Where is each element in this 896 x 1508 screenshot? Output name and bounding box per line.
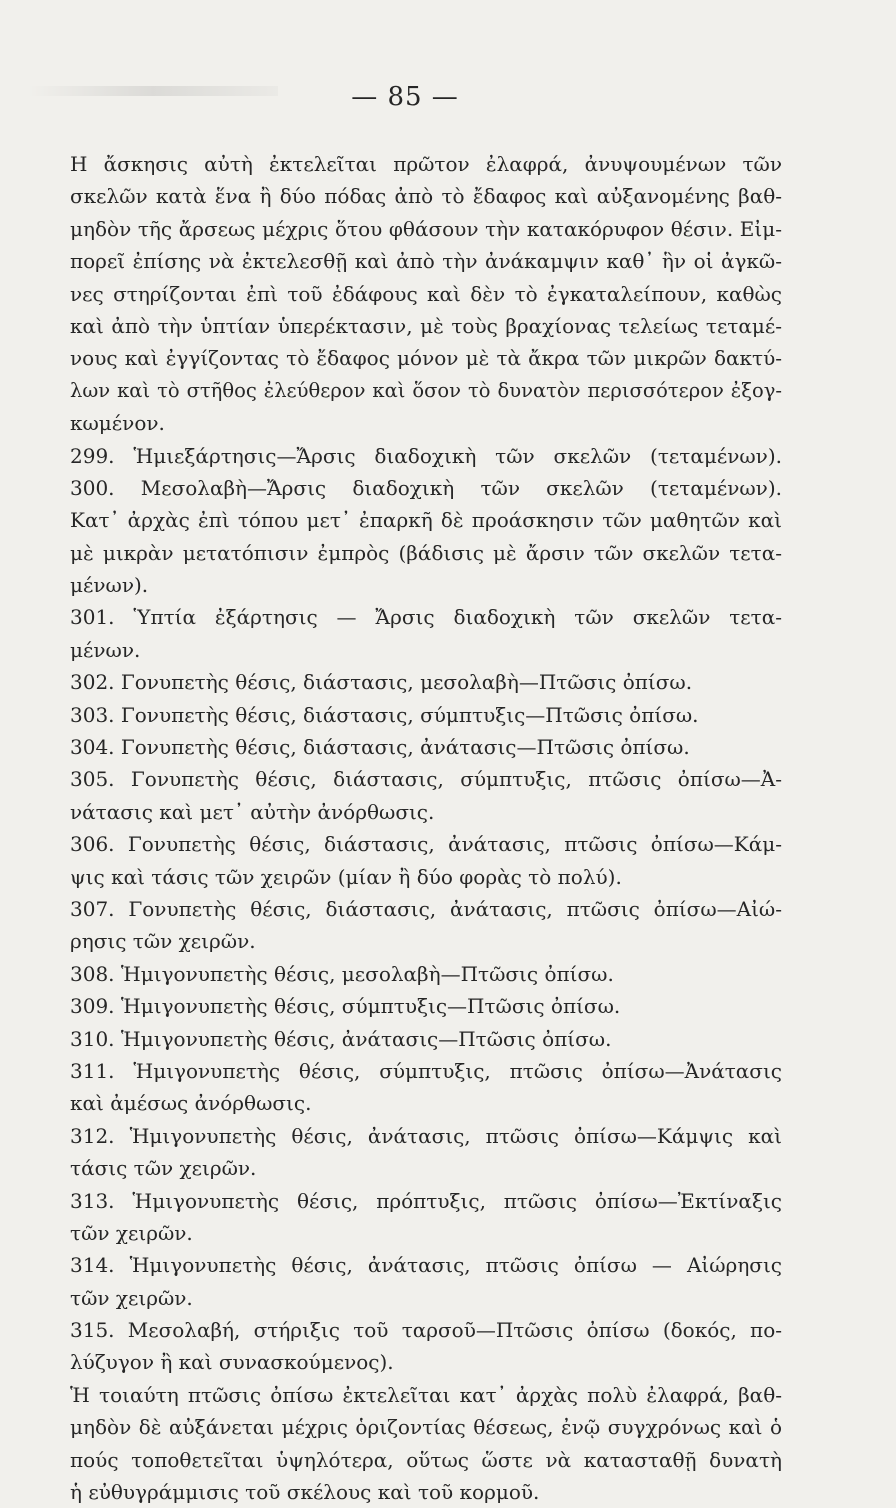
text-line: νάτασις καὶ μετ᾽ αὐτὴν ἀνόρθωσις. [70,799,435,824]
text-line: 314. Ἡμιγονυπετὴς θέσις, ἀνάτασις, πτῶσις ὀπίσω — Αἰώρησις [70,1253,782,1278]
page-number: — 85 — [351,82,459,112]
text-line: 307. Γονυπετὴς θέσις, διάστασις, ἀνάτασις, πτῶσις ὀπίσω—Αἰώ- [70,896,782,921]
text-line: καὶ ἀπὸ τὴν ὑπτίαν ὑπερέκτασιν, μὲ τοὺς βραχίονας τελείως τεταμέ- [70,313,782,338]
text-line: ψις καὶ τάσις τῶν χειρῶν (μίαν ἢ δύο φορὰς τὸ πολύ). [70,864,622,889]
text-line: 309. Ἡμιγονυπετὴς θέσις, σύμπτυξις—Πτῶσις ὀπίσω. [70,994,621,1019]
text-line: 308. Ἡμιγονυπετὴς θέσις, μεσολαβὴ—Πτῶσις ὀπίσω. [70,961,614,986]
text-line: μηδὸν τῆς ἄρσεως μέχρις ὅτου φθάσουν τὴν κατακόρυφον θέσιν. Εἰμ- [70,216,782,241]
text-line: καὶ ἀμέσως ἀνόρθωσις. [70,1091,312,1116]
text-line: 311. Ἡμιγονυπετὴς θέσις, σύμπτυξις, πτῶσις ὀπίσω—Ἀνάτασις [70,1058,782,1083]
text-line: 312. Ἡμιγονυπετὴς θέσις, ἀνάτασις, πτῶσις ὀπίσω—Κάμψις καὶ [70,1123,782,1148]
text-line: λύζυγον ἢ καὶ συνασκούμενος). [70,1350,394,1375]
text-line: Η ἄσκησις αὐτὴ ἐκτελεῖται πρῶτον ἐλαφρά, ἀνυψουμένων τῶν [70,152,782,176]
text-line: 299. Ἡμιεξάρτησις—Ἄρσις διαδοχικὴ τῶν σκελῶν (τεταμένων). [70,443,782,468]
text-line: τάσις τῶν χειρῶν. [70,1156,257,1181]
text-line: πούς τοποθετεῖται ὑψηλότερα, οὕτως ὥστε νὰ κατασταθῇ δυνατὴ [70,1447,782,1472]
text-line: 306. Γονυπετὴς θέσις, διάστασις, ἀνάτασις, πτῶσις ὀπίσω—Κάμ- [70,832,782,857]
text-line: κωμένον. [70,411,165,436]
text-line: τῶν χειρῶν. [70,1220,193,1245]
text-line: μένων). [70,573,149,598]
text-line: 301. Ὑπτία ἐξάρτησις — Ἄρσις διαδοχικὴ τῶν σκελῶν τετα- [70,605,782,630]
text-line: πορεῖ ἐπίσης νὰ ἐκτελεσθῇ καὶ ἀπὸ τὴν ἀνάκαμψιν καθ᾽ ἣν οἱ ἀγκῶ- [70,249,782,274]
text-line: ρησις τῶν χειρῶν. [70,929,256,954]
text-line: 302. Γονυπετὴς θέσις, διάστασις, μεσολαβὴ—Πτῶσις ὀπίσω. [70,670,693,695]
text-line: 300. Μεσολαβὴ—Ἄρσις διαδοχικὴ τῶν σκελῶν (τεταμένων). [70,475,782,500]
text-line: νες στηρίζονται ἐπὶ τοῦ ἐδάφους καὶ δὲν τὸ ἐγκαταλείπουν, καθὼς [70,281,782,306]
body-text [70,148,782,1508]
text-line: σκελῶν κατὰ ἕνα ἢ δύο πόδας ἀπὸ τὸ ἔδαφος καὶ αὐξανομένης βαθ- [70,184,782,209]
text-line: ἡ εὐθυγράμμισις τοῦ σκέλους καὶ τοῦ κορμοῦ. [70,1480,540,1505]
text-line: τῶν χειρῶν. [70,1285,193,1310]
text-line: νους καὶ ἐγγίζοντας τὸ ἔδαφος μόνον μὲ τὰ ἄκρα τῶν μικρῶν δακτύ- [70,346,782,371]
text-line: 313. Ἡμιγονυπετὴς θέσις, πρόπτυξις, πτῶσις ὀπίσω—Ἐκτίναξις [70,1188,782,1213]
text-line: λων καὶ τὸ στῆθος ἐλεύθερον καὶ ὅσον τὸ δυνατὸν περισσότερον ἐξογ- [70,378,782,402]
text-line: 304. Γονυπετὴς θέσις, διάστασις, ἀνάτασις—Πτῶσις ὀπίσω. [70,735,690,760]
text-line: 315. Μεσολαβή, στήριξις τοῦ ταρσοῦ—Πτῶσις ὀπίσω (δοκός, πο- [70,1318,782,1343]
text-line: μηδὸν δὲ αὐξάνεται μέχρις ὁριζοντίας θέσεως, ἐνῷ συγχρόνως καὶ ὁ [70,1415,782,1440]
text-line: μὲ μικρὰν μετατόπισιν ἐμπρὸς (βάδισις μὲ ἄρσιν τῶν σκελῶν τετα- [70,540,782,565]
text-line: 310. Ἡμιγονυπετὴς θέσις, ἀνάτασις—Πτῶσις ὀπίσω. [70,1026,612,1051]
text-line: 303. Γονυπετὴς θέσις, διάστασις, σύμπτυξις—Πτῶσις ὀπίσω. [70,702,699,727]
text-line: Κατ᾽ ἀρχὰς ἐπὶ τόπου μετ᾽ ἐπαρκῆ δὲ προάσκησιν τῶν μαθητῶν καὶ [70,508,782,533]
text-line: 305. Γονυπετὴς θέσις, διάστασις, σύμπτυξις, πτῶσις ὀπίσω—Ἀ- [70,767,782,792]
text-line: Ἡ τοιαύτη πτῶσις ὀπίσω ἐκτελεῖται κατ᾽ ἀρχὰς πολὺ ἐλαφρά, βαθ- [70,1382,782,1407]
text-line: μένων. [70,637,141,662]
